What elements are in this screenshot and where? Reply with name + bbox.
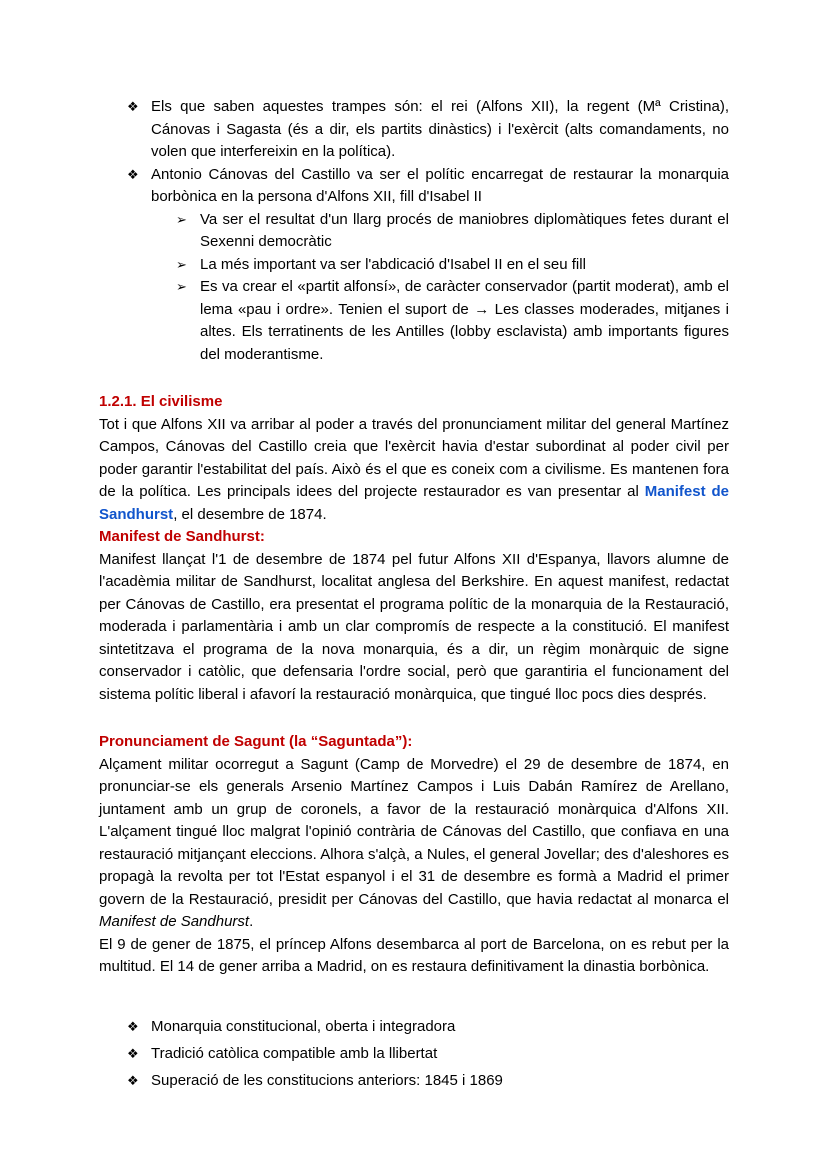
paragraph-civilisme [99, 414, 729, 527]
manifest-sandhurst-link[interactable]: Manifest de Sandhurst [99, 483, 730, 523]
paragraph-manifest: Manifest llançat l'1 de desembre de 1874 pel futur Alfons XII d'Espanya, llavors alumne de l'acadèmia militar de Sandhurst, localitat anglesa del Berkshire. En aquest manifest, redactat per Cánovas de Castillo, era presentat el programa polític de la monarquia de la Restauració, moderada i parlamentària i amb un clar compromís de respecte a la constitució. El manifest sintetitzava el programa de la nova monarquia, és a dir, un règim monàrquic de signe conservador i catòlic, que defensaria l'ordre social, però que garantiria el funcionament del sistema polític liberal i afavorí la restauració monàrquica, que tingué lloc pocs dies després. [99, 550, 729, 703]
bullet-text: Tradició catòlica compatible amb la llibertat [151, 1044, 438, 1062]
sub-list-item [176, 276, 729, 366]
sub-list-item [176, 254, 729, 277]
diamond-bullet-icon: ❖ [127, 1045, 139, 1061]
list-item [127, 1070, 729, 1093]
section-heading-manifest: Manifest de Sandhurst: [99, 528, 265, 545]
bullet-text: Va ser el resultat d'un llarg procés de maniobres diplomàtiques fetes durant el Sexenni democràtic [200, 210, 729, 250]
final-bullet-list [99, 1016, 729, 1093]
sub-list-item [176, 209, 729, 254]
top-bullet-list [99, 96, 729, 366]
spacer [99, 979, 729, 1004]
bullet-text: Superació de les constitucions anteriors: 1845 i 1869 [151, 1071, 503, 1089]
spacer [99, 1004, 729, 1016]
diamond-bullet-icon: ❖ [127, 1018, 139, 1034]
paragraph-text: , el desembre de 1874. [173, 505, 327, 523]
section-heading-sagunt: Pronunciament de Sagunt (la “Saguntada”): [99, 733, 413, 750]
arrow-bullet-icon: ➢ [176, 256, 187, 272]
paragraph-gener: El 9 de gener de 1875, el príncep Alfons desembarca al port de Barcelona, on es rebut per la multitud. El 14 de gener arriba a Madrid, on es restaura definitivament la dinastia borbònica. [99, 935, 729, 975]
paragraph-text: . [249, 913, 254, 930]
arrow-bullet-icon: ➢ [176, 211, 187, 227]
spacer [99, 366, 729, 391]
paragraph-text: Tot i que Alfons XII va arribar al poder a través del pronunciament militar del general Martínez Campos, Cánovas del Castillo creia que l'exèrcit havia d'estar subordinat al poder civil per poder garantir l'estabilitat del país. Això és el que es coneix com a civilisme. Es mantenen fora de la política. Les principals idees del projecte restaurador es van presentar al [99, 415, 729, 500]
list-item [127, 1016, 729, 1039]
diamond-bullet-icon: ❖ [127, 99, 139, 114]
diamond-bullet-icon: ❖ [127, 166, 139, 182]
spacer [99, 706, 729, 731]
bullet-text: Es va crear el «partit alfonsí», de caràcter conservador (partit moderat), amb el lema «pau i ordre». Tenien el suport de → Les classes moderades, mitjanes i altes. Els terratinents de les Antilles (lobby esclavista) amb importants figures del moderantisme. [200, 278, 729, 363]
diamond-bullet-icon: ❖ [127, 1072, 139, 1088]
list-item [127, 96, 729, 164]
paragraph-text: Alçament militar ocorregut a Sagunt (Camp de Morvedre) el 29 de desembre de 1874, en pronunciar-se els generals Arsenio Martínez Campos i Luis Dabán Ramírez de Arellano, juntament amb un grup de coronels, a favor de la restauració monàrquica d'Alfons XII. L'alçament tingué lloc malgrat l'opinió contrària de Cánovas del Castillo, que confiava en una restauració mitjançant eleccions. Alhora s'alçà, a Nules, el general Jovellar; des d'aleshores es propagà la revolta per tot l'Estat espanyol i el 31 de desembre es formà a Madrid el primer govern de la Restauració, presidit per Cánovas del Castillo, que havia redactat al monarca el [99, 755, 729, 908]
bullet-text: Monarquia constitucional, oberta i integradora [151, 1017, 456, 1035]
bullet-text: Els que saben aquestes trampes són: el rei (Alfons XII), la regent (Mª Cristina), Cánovas i Sagasta (és a dir, els partits dinàstics) i l'exèrcit (alts comandaments, no volen que interfereixin en la política). [151, 98, 729, 160]
section-heading-civilisme: 1.2.1. El civilisme [99, 393, 223, 410]
list-item [127, 1043, 729, 1066]
bullet-text: Antonio Cánovas del Castillo va ser el polític encarregat de restaurar la monarquia borbònica en la persona d'Alfons XII, fill d'Isabel II [151, 165, 729, 205]
bullet-text: La més important va ser l'abdicació d'Isabel II en el seu fill [200, 255, 586, 273]
paragraph-sagunt [99, 754, 729, 934]
manifest-sandhurst-italic: Manifest de Sandhurst [99, 913, 250, 930]
list-item [127, 164, 729, 209]
arrow-bullet-icon: ➢ [176, 279, 187, 294]
